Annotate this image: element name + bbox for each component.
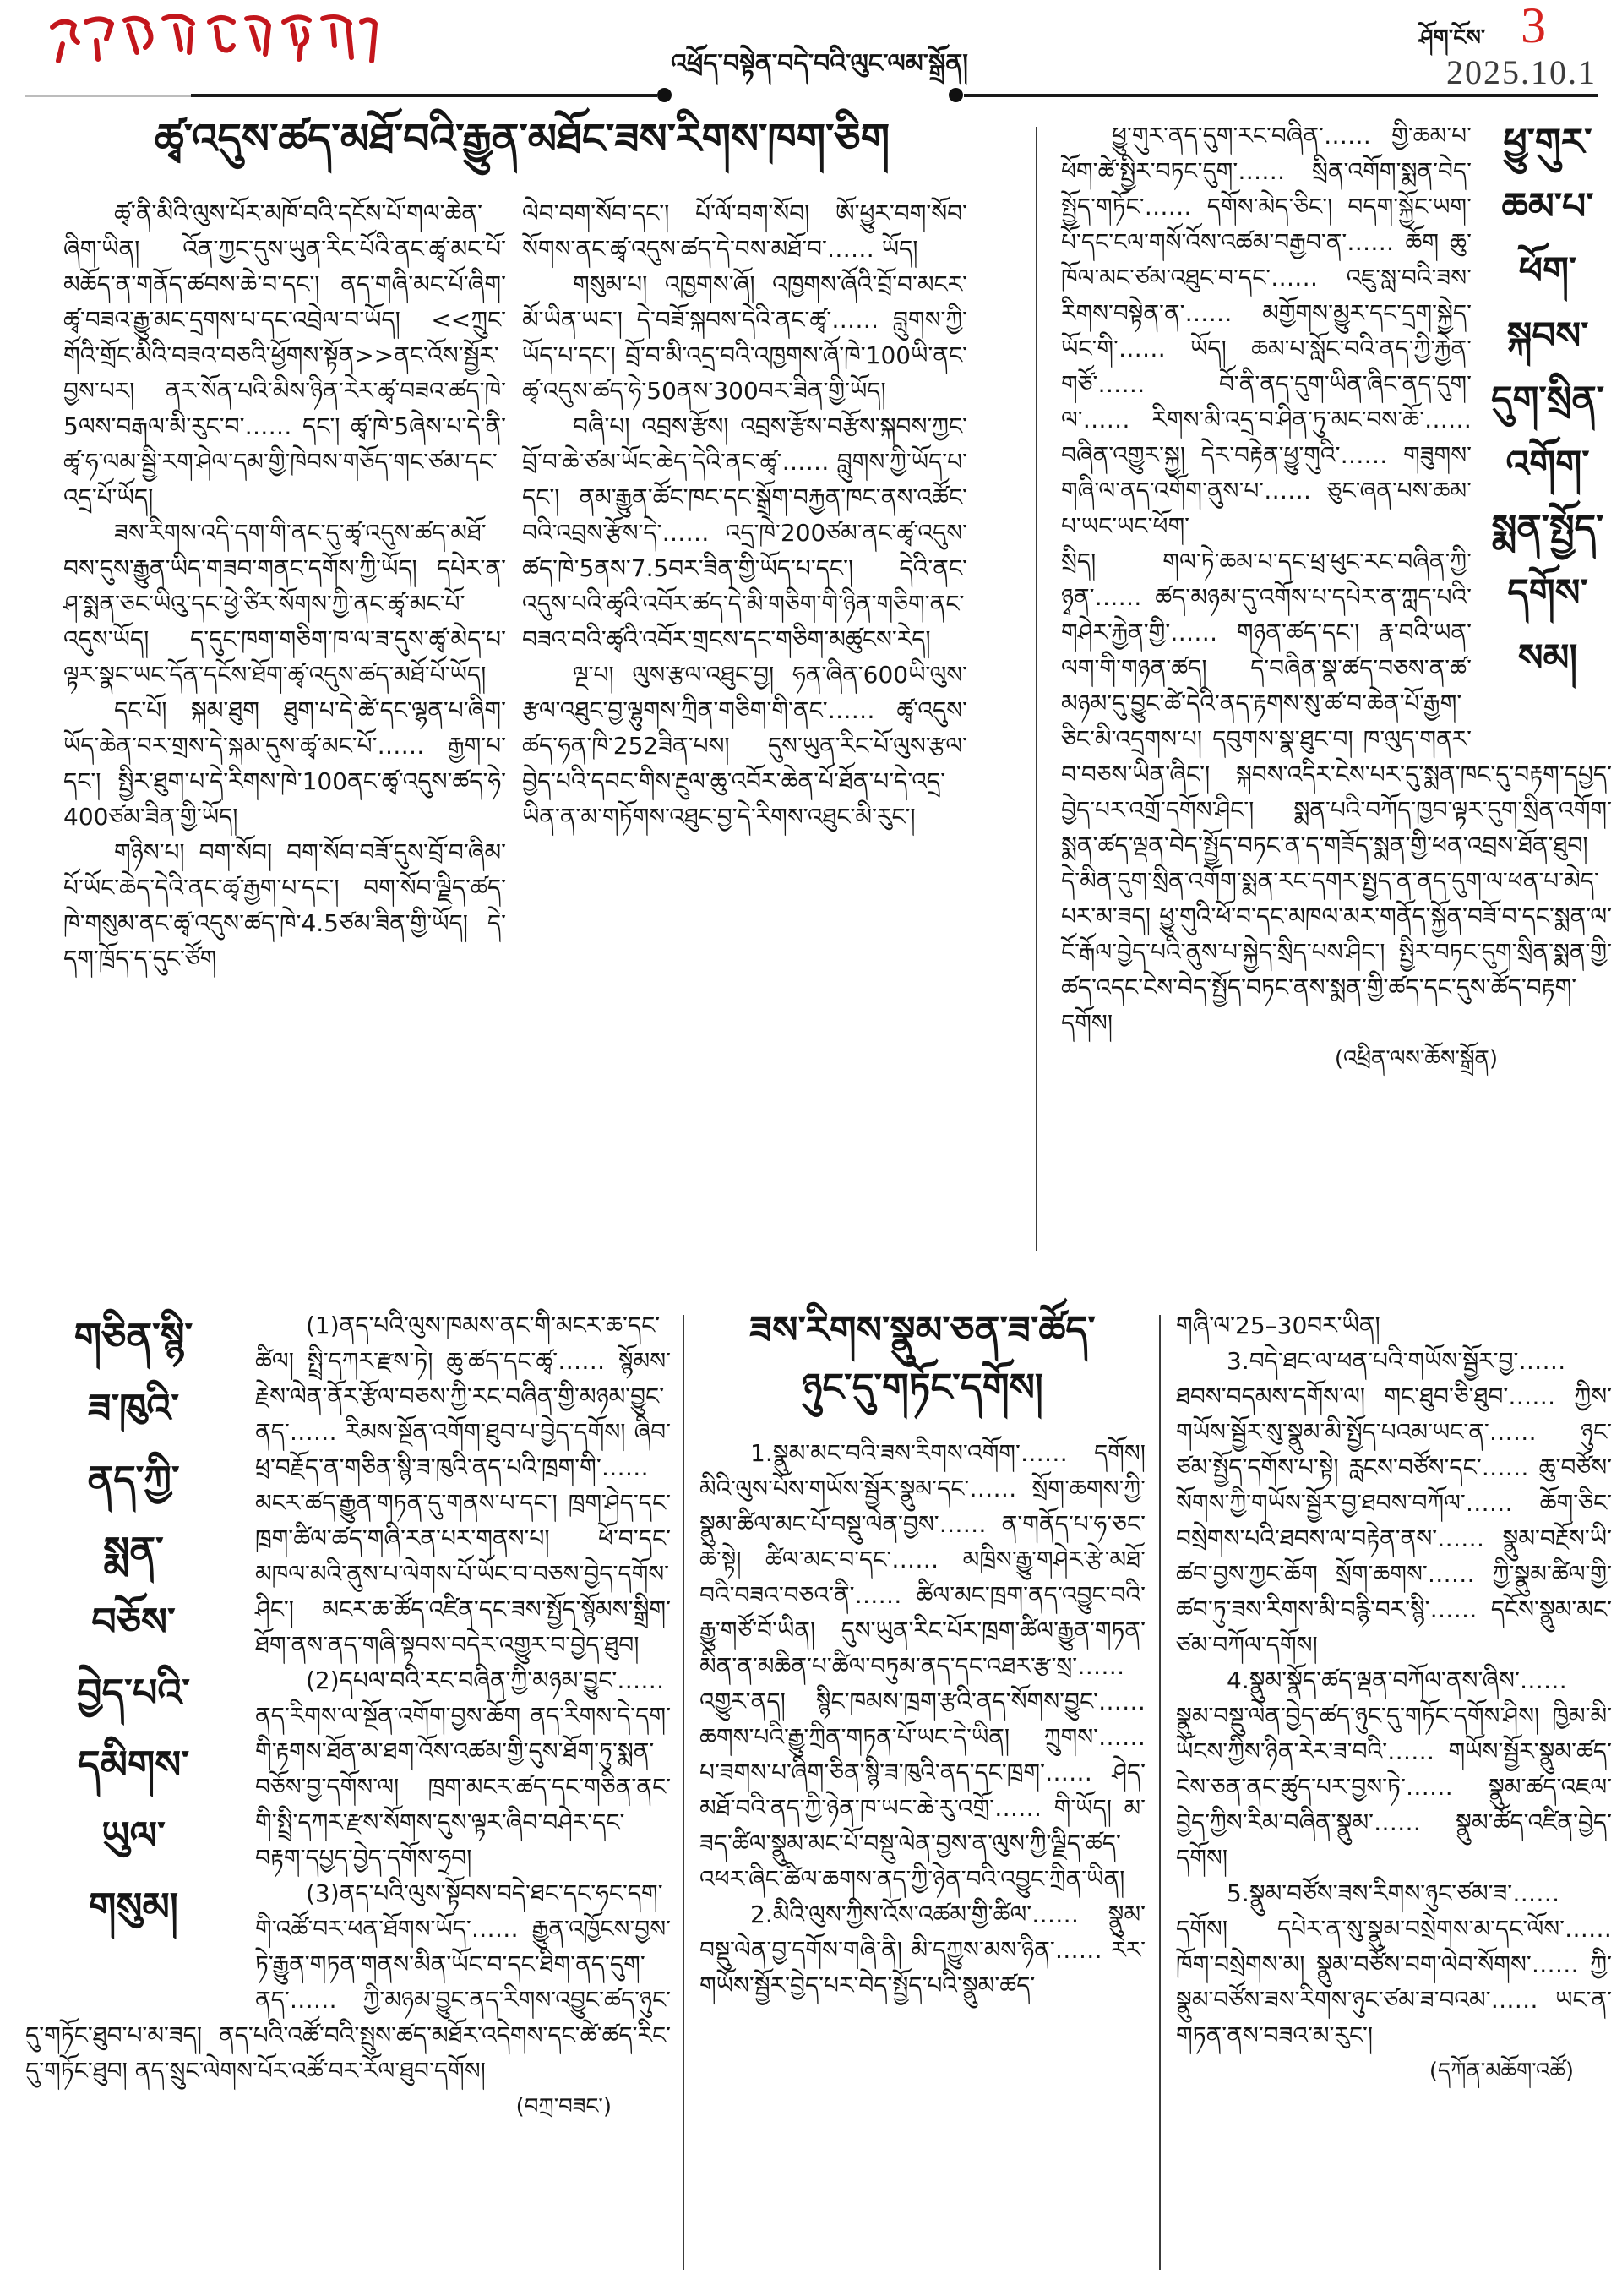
vertical-headline-line: ཟ་ཁུའི་ (87, 1385, 180, 1432)
paragraph: 3.བདེ་ཐང་ལ་ཕན་པའི་གཡོས་སྦྱོར་བྱ་…… ཐབས་བདམས་དགོས་ལ། གང་ཐུབ་ཅི་ཐུབ་…… ཀྱིས་གཡོས་སྦྱོར་སུ་སྣུམ་མི་སྤྱོད་པའམ་ཡང་ན་…… ཉུང་ཙམ་སྤྱོད་དགོས་པ་སྟེ། རླངས་བཙོས་དང་…… ཆུ་བཙོས་སོགས་ཀྱི་གཡོས་སྦྱོར་བྱ་ཐབས་བཀོལ་…… ཆོག་ཅིང་བསྲེགས་པའི་ཐབས་ལ་བརྟེན་ནས་…… སྣུམ་བརྔོས་ཡི་ཚབ་བྱས་ཀྱང་ཆོག སྲོག་ཆགས་…… ཀྱི་སྣུམ་ཚིལ་གྱི་ཚབ་ཏུ་ཟས་རིགས་མི་བརྙི་བར་སྙི་…… དངོས་སྣུམ་མང་ཙམ་བཀོལ་དགོས། (1176, 1347, 1612, 1659)
masthead-calligraphy-logo (44, 10, 380, 69)
paragraph: 5.སྣུམ་བཙོས་ཟས་རིགས་ཉུང་ཙམ་ཟ་…… དགོས། དཔེར་ན་སུ་སྣུམ་བསྲེགས་མ་དང་ལོས་…… ཁོག་བསྲེགས་མ། སྣུམ་བཙོས་བག་ལེབ་སོགས་…… ཀྱི་སྣུམ་བཙོས་ཟས་རིགས་ཉུང་ཙམ་ཟ་བའམ་…… ཡང་ན་གཏན་ནས་བཟའ་མ་རུང་། (1176, 1879, 1612, 2049)
paragraph: ལེབ་བག་སོབ་དང་། པོ་ལོ་བག་སོབ། ཨོ་ཕྱུར་བག་སོབ་སོགས་ནང་ཚྭ་འདུས་ཚད་དེ་བས་མཐོ་བ་…… ཡོད། (522, 199, 967, 263)
byline: (འཕྲིན་ལས་ཆོས་སྒྲོན) (1334, 1046, 1498, 1072)
paragraph: ཟས་རིགས་འདི་དག་གི་ནང་དུ་ཚྭ་འདུས་ཚད་མཐོ་བས་དུས་རྒྱུན་ཡིད་གཟབ་གནང་དགོས་ཀྱི་ཡོད། དཔེར་ན་ཤ་སྨན་ཅང་ཡིའུ་དང་ཕྱེ་ཙིར་སོགས་ཀྱི་ནང་ཚྭ་མང་པོ་འདུས་ཡོད། ད་དུང་ཁག་གཅིག་ཁ་ལ་ཟ་དུས་ཚྭ་མེད་པ་ལྟར་སྣང་ཡང་དོན་དངོས་ཐོག་ཚྭ་འདུས་ཚད་མཐོ་པོ་ཡོད། (63, 519, 506, 689)
bottom-right-article (1176, 1308, 1612, 2089)
paragraph: (3)ནད་པའི་ལུས་སྟོབས་བདེ་ཐང་དང་ཧང་དག་གི་འཚོ་བར་ཕན་ཐོགས་ཡོད་…… རྒྱུན་འཁྱོངས་བྱས་ཏེ་རྒྱུན་གཏན་གནས་མིན་ཡོང་བ་དང་ཐིག་ནད་དུག་ནད་…… ཀྱི་མཉམ་བྱུང་ནད་རིགས་འབྱུང་ཚད་ཉུང་དུ་གཏོང་ཐུབ་པ་མ་ཟད། ནད་པའི་འཚོ་བའི་སྤུས་ཚད་མཐོར་འདེགས་དང་ཚེ་ཚད་རིང་དུ་གཏོང་ཐུབ། ནད་སྲུང་ལེགས་པོར་འཚོ་བར་རོལ་ཐུབ་དགོས། (25, 1879, 671, 2085)
paragraph: སྲིད། གལ་ཏེ་ཆམ་པ་དང་ཕྲ་ཕུང་རང་བཞིན་ཀྱི་ཉྭན་…… ཚད་མཉམ་དུ་འགོས་པ་དཔེར་ན་ཀླད་པའི་གཤེར་རྐྱེན་གྱི་…… གཉན་ཚད་དང་། རྣ་བའི་ཡན་ལག་གི་གཉན་ཚད། དེ་བཞིན་སྣ་ཚད་བཅས་ན་ཚ་མཉམ་དུ་བྱུང་ཚེ་དེའི་ནད་རྟགས་སུ་ཚ་བ་ཆེན་པོ་རྒྱག་ཅིང་མི་འདྲགས་པ། དབུགས་སྣ་ཐུང་བ། ཁ་ལུད་གནར་བ་བཅས་ཡིན་ཞིང་། སྐབས་འདིར་ངེས་པར་དུ་སྨན་ཁང་དུ་བརྟག་དཔྱད་བྱེད་པར་འགྲོ་དགོས་ཤིང་། སྨན་པའི་བཀོད་ཁྱབ་ལྟར་དུག་སྲིན་འགོག་སྨན་ཚད་ལྡན་བེད་སྤྱོད་བཏང་ན་ད་གཟོད་སྨན་གྱི་ཕན་འབྲས་ཐོན་ཐུབ། དེ་མིན་དུག་སྲིན་འགོག་སྨན་རང་དགར་སྤྱད་ན་ནད་དུག་ལ་ཕན་པ་མེད་པར་མ་ཟད། ཕྱུ་གུའི་ཕོ་བ་དང་མཁལ་མར་གནོད་སྐྱོན་བཟོ་བ་དང་སྨན་ལ་ངོ་རྒོལ་བྱེད་པའི་ནུས་པ་སྐྱེད་སྲིད་པས་ཤིང་། སྤྱིར་བཏང་དུག་སྲིན་སྨན་གྱི་ཚད་འདང་ངེས་བེད་སྤྱོད་བཏང་ནས་སྨན་གྱི་ཚད་དང་དུས་ཚོད་བརྟག་དགོས། (1061, 548, 1612, 1037)
paragraph: (2)དཔལ་བའི་རང་བཞིན་ཀྱི་མཉམ་བྱུང་…… ནད་རིགས་ལ་སྔོན་འགོག་བྱས་ཆོག ནད་རིགས་དེ་དག་གི་རྟགས་ཐོན་མ་ཐག་འོས་འཚམ་གྱི་དུས་ཐོག་ཏུ་སྨན་བཅོས་བྱ་དགོས་ལ། ཁྲག་མངར་ཚད་དང་གཅིན་ནང་གི་སྤྲི་དཀར་རྫས་སོགས་དུས་ལྟར་ཞིབ་བཤེར་དང་བརྟག་དཔྱད་བྱེད་དགོས་ཧྲབ། (255, 1666, 671, 1872)
vertical-headline-line: ཆམ་པ་ (1501, 185, 1594, 229)
vertical-headline-line: སམ། (1517, 635, 1578, 679)
column-divider (683, 1315, 684, 2270)
issue-date: 2025.10.1 (1446, 53, 1597, 91)
vertical-headline-line: ཕྱུ་གུར་ (1503, 121, 1592, 164)
paragraph: ལྔ་པ། ལུས་རྩལ་འཐུང་བྱ། ཧན་ཞིན་600ཡི་ལུས་རྩལ་འཐུང་བྱ་ལྷུགས་ཀྲིན་གཅིག་གི་ནང་…… ཚྭ་འདུས་ཚད་ཧན་ཁི་252ཟིན་པས། དུས་ཡུན་རིང་པོ་ལུས་རྩལ་བྱེད་པའི་དབང་གིས་རྔུལ་ཆུ་འབོར་ཆེན་པོ་ཐོན་པ་དེ་འདྲ་ཡིན་ན་མ་གཏོགས་འཐུང་བྱ་དེ་རིགས་འཐུང་མི་རུང་། (522, 661, 967, 831)
header-rule-light-segment (25, 95, 191, 97)
page-number: 3 (1521, 0, 1546, 53)
header-rule-left (191, 94, 657, 97)
rule-dot-left (657, 88, 672, 102)
header-rule-right (964, 94, 1598, 97)
byline: (བཀྲ་བཟང་) (515, 2094, 612, 2119)
vertical-headline-line: དགོས་ (1507, 571, 1588, 615)
bottom-middle-headline (699, 1301, 1146, 1415)
paragraph: གཞི་ལ་25–30བར་ཡིན། (1176, 1312, 1380, 1339)
vertical-headline-line: དམིགས་ (77, 1741, 190, 1787)
vertical-headline-line: སྨན་ (103, 1527, 164, 1573)
main-headline: ཚྭ་འདུས་ཚད་མཐོ་བའི་རྒྱུན་མཐོང་ཟས་རིགས་ཁག་ཅིག (154, 115, 890, 163)
side-article-vertical-headline (1483, 118, 1612, 750)
column-divider (1036, 127, 1037, 1251)
bottom-left-vertical-headline (25, 1308, 242, 1994)
paragraph: 4.སྣུམ་སྣོད་ཚད་ལྡན་བཀོལ་ནས་ཞིས་…… སྣུམ་བསྡུ་ལེན་བྱེད་ཚད་ཉུང་དུ་གཏོང་དགོས་ཤིས། ཁྱིམ་མི་ཡོངས་ཀྱིས་ཉིན་རེར་ཟ་བའི་…… གཡོས་སྦྱོར་སྣུམ་ཚད་ངེས་ཅན་ནང་ཚུད་པར་བྱས་ཏེ་…… སྣུམ་ཚད་འཇལ་བྱེད་ཀྱིས་རིམ་བཞིན་སྣུམ་…… སྣུམ་ཚོད་འཛིན་བྱེད་དགོས། (1176, 1666, 1612, 1872)
article-column-1 (63, 196, 506, 977)
paragraph: 2.མིའི་ལུས་ཀྱིས་འོས་འཚམ་གྱི་ཚིལ་…… སྣུམ་བསྡུ་ལེན་བྱ་དགོས་གཞི་ནི། མི་དཀྱུས་མས་ཉིན་…… རེར་གཡོས་སྦྱོར་བྱེད་པར་བེད་སྤྱོད་པའི་སྣུམ་ཚད་ (699, 1901, 1146, 1999)
article-column-2 (522, 196, 967, 835)
vertical-headline-line: གཅིན་སྙི་ (73, 1314, 193, 1360)
headline-line: ཉུང་དུ་གཏོང་དགོས། (802, 1364, 1043, 1410)
paragraph: བཞི་པ། འབྲས་རྩོས། འབྲས་རྩོས་བརྩོས་སྐབས་ཀྱང་བྲོ་བ་ཆེ་ཙམ་ཡོང་ཆེད་དེའི་ནང་ཚྭ་…… བླུགས་ཀྱི་ཡོད་པ་དང་། ནམ་རྒྱུན་ཚོང་ཁང་དང་སྒྲོག་བརྐྱན་ཁང་ནས་འཚོང་བའི་འབྲས་རྩོས་དེ་…… འདྲ་ཁེ་200ཙམ་ནང་ཚྭ་འདུས་ཚད་ཁེ་5ནས་7.5བར་ཟིན་གྱི་ཡོད་པ་དང་། དེའི་ནང་འདུས་པའི་ཚྭའི་འབོར་ཚད་དེ་མི་གཅིག་གི་ཉིན་གཅིག་ནང་བཟའ་བའི་ཚྭའི་འབོར་གྲངས་དང་གཅིག་མཚུངས་རེད། (522, 412, 967, 653)
vertical-headline-line: སྨན་སྤྱོད་ (1491, 507, 1604, 551)
rule-dot-right (949, 88, 963, 102)
headline-line: ཟས་རིགས་སྣུམ་ཅན་ཟ་ཚོད་ (749, 1307, 1096, 1352)
vertical-headline-line: ནད་ཀྱི་ (87, 1456, 180, 1502)
paragraph: གསུམ་པ། འཁྱགས་ཞོ། འཁྱགས་ཞོའི་བྲོ་བ་མངར་མོ་ཡིན་ཡང་། དེ་བཟོ་སྐབས་དེའི་ནང་ཚྭ་…… བླུགས་ཀྱི་ཡོད་པ་དང་། བྲོ་བ་མི་འདྲ་བའི་འཁྱགས་ཞོ་ཁེ་100ཡི་ནང་ཚྭ་འདུས་ཚད་ཧེ་50ནས་300བར་ཟིན་གྱི་ཡོད། (522, 270, 967, 405)
bottom-left-article (25, 1308, 671, 2124)
paragraph: གཉིས་པ། བག་སོབ། བག་སོབ་བཟོ་དུས་བྲོ་བ་ཞིམ་པོ་ཡོང་ཆེད་དེའི་ནང་ཚྭ་རྒྱག་པ་དང་། བག་སོབ་ལྗིད་ཚད་ཁེ་གསུམ་ནང་ཚྭ་འདུས་ཚད་ཁེ་4.5ཙམ་ཟིན་གྱི་ཡོད། དེ་དག་ཁྲོད་ད་དུང་ཙོག (63, 838, 506, 973)
page-number-label: ཤོག་ངོས་ (1419, 25, 1486, 51)
paragraph: ཕྱུ་གུར་ནད་དུག་རང་བཞིན་…… གྱི་ཆམ་པ་ཕོག་ཚེ་སྤྱིར་བཏང་དུག་…… སྲིན་འགོག་སྨན་བེད་སྤྱོད་གཏོང་…… དགོས་མེད་ཅིང་། བདག་སྐྱོང་ཡག་པོ་དང་ངལ་གསོ་འོས་འཚམ་བརྒྱབ་ན་…… ཆོག ཆུ་ཁོལ་མང་ཙམ་འཐུང་བ་དང་…… འཇུ་སླ་བའི་ཟས་རིགས་བསྟེན་ན་…… མགྱོགས་མྱུར་དང་དྲག་སྐྱེད་ཡོང་གི་…… ཡོད། ཆམ་པ་སློང་བའི་ནད་ཀྱི་རྐྱེན་གཙོ་…… བོ་ནི་ནད་དུག་ཡིན་ཞིང་ནད་དུག་ལ་…… རིགས་མི་འདྲ་བ་ཤིན་ཏུ་མང་བས་ཆོ་…… བཞིན་འགྱུར་སྐྱ། དེར་བརྟེན་ཕྱུ་གུའི་…… གཟུགས་གཞི་ལ་ནད་འགོག་ནུས་པ་…… ཅུང་ཞན་པས་ཆམ་པ་ཡང་ཡང་ཕོག་ (1061, 122, 1472, 540)
vertical-headline-line: གསུམ། (89, 1884, 178, 1930)
vertical-headline-line: འགོག་ (1505, 442, 1590, 486)
column-divider (1159, 1315, 1161, 2270)
paragraph: (1)ནད་པའི་ལུས་ཁམས་ནང་གི་མངར་ཆ་དང་ཚིལ། སྤྲི་དཀར་རྫས་ཏེ། ཆུ་ཚད་དང་ཚྭ་…… སྙོམས་རྗེས་ལེན་ནོར་རྩོལ་བཅས་ཀྱི་རང་བཞིན་གྱི་མཉམ་བྱུང་ནད་…… རིམས་སྔོན་འགོག་ཐུབ་པ་བྱེད་དགོས། ཞིབ་ཕྲ་བརྗོད་ན་གཅིན་སྙི་ཟ་ཁུའི་ནད་པའི་ཁྲག་གི་…… མངར་ཚད་རྒྱུན་གཏན་དུ་གནས་པ་དང་། ཁྲག་ཤེད་དང་ཁྲག་ཚིལ་ཚད་གཞི་རན་པར་གནས་པ། ཕོ་བ་དང་མཁལ་མའི་ནུས་པ་ལེགས་པོ་ཡོང་བ་བཅས་བྱེད་དགོས་ཤིང་། མངར་ཆ་ཚོད་འཛིན་དང་ཟས་སྤྱོད་སྙོམས་སྒྲིག་ཐོག་ནས་ནད་གཞི་སྟབས་བདེར་འགྱུར་བ་བྱེད་ཐུབ། (255, 1312, 671, 1659)
bottom-middle-article (699, 1301, 1146, 2004)
vertical-headline-line: བཅོས་ (91, 1599, 176, 1645)
vertical-headline-line: ཕོག་ (1518, 249, 1577, 293)
side-article-column (1061, 118, 1612, 1077)
section-title: འཕྲོད་བསྟེན་བདེ་བའི་ལུང་ལམ་སྒྲོན། (671, 49, 968, 79)
paragraph: 1.སྣུམ་མང་བའི་ཟས་རིགས་འགོག་…… དགོས། མིའི་ལུས་པོས་གཡོས་སྦྱོར་སྣུམ་དང་…… སྲོག་ཆགས་ཀྱི་སྣུམ་ཚིལ་མང་པོ་བསྡུ་ལེན་བྱས་…… ན་གནོད་པ་ཧ་ཅང་ཆེ་སྟེ། ཚིལ་མང་བ་དང་…… མཁྲིས་རྒྱུ་གཤེར་རྩེ་མཐོ་བའི་བཟའ་བཅའ་ནི་…… ཚིལ་མང་ཁྲག་ནད་འབྱུང་བའི་རྒྱུ་གཙོ་བོ་ཡིན། དུས་ཡུན་རིང་པོར་ཁྲག་ཚིལ་རྒྱུན་གཏན་མིན་ན་མཆིན་པ་ཚིལ་བཏུམ་ནད་དང་འཐར་རྩ་སྲ་…… འགྱུར་ནད། སྙིང་ཁམས་ཁྲག་རྩའི་ནད་སོགས་བྱུང་…… ཆགས་པའི་རྒྱུ་ཀྲིན་གཏན་པོ་ཡང་དེ་ཡིན། ཀྲུགས་…… པ་ཟགས་པ་ཞིག་ཅིན་སྙི་ཟ་ཁུའི་ནད་དང་ཁྲག་…… ཤེད་མཐོ་བའི་ནད་ཀྱི་ཉེན་ཁ་ཡང་ཆེ་རུ་འགྲོ་…… གི་ཡོད། མ་ཟད་ཚིལ་སྣུམ་མང་པོ་བསྡུ་ལེན་བྱས་ན་ལུས་ཀྱི་ལྗིད་ཚད་འཕར་ཞིང་ཚིལ་ཆགས་ནད་ཀྱི་ཉེན་བའི་འབྱུང་ཀྲིན་ཡིན། (699, 1439, 1146, 1893)
vertical-headline-line: ཡུལ་ (101, 1813, 166, 1859)
vertical-headline-line: བྱེད་པའི་ (77, 1670, 190, 1716)
paragraph: ཚྭ་ནི་མིའི་ལུས་པོར་མཁོ་བའི་དངོས་པོ་གལ་ཆེན་ཞིག་ཡིན། འོན་ཀྱང་དུས་ཡུན་རིང་པོའི་ནང་ཚྭ་མང་པོ་མཆོད་ན་གནོད་ཚབས་ཆེ་བ་དང་། ནད་གཞི་མང་པོ་ཞིག་ཚྭ་བཟའ་རྒྱུ་མང་དྲགས་པ་དང་འབྲེལ་བ་ཡོད། <<ཀྲུང་གོའི་གྲོང་མིའི་བཟའ་བཅའི་ཕྱོགས་སྟོན>>ནང་འོས་སྦྱོར་བྱས་པར། ནར་སོན་པའི་མིས་ཉིན་རེར་ཚྭ་བཟའ་ཚད་ཁེ་5ལས་བརྒལ་མི་རུང་བ་…… དང་། ཚྭ་ཁེ་5ཞེས་པ་དེ་ནི་ཚྭ་ཧ་ལམ་སྦྱི་རག་ཤེལ་དམ་གྱི་ཁེབས་གཅོད་གང་ཙམ་དང་འདྲ་པོ་ཡོད། (63, 199, 506, 511)
vertical-headline-line: སྐབས་ (1506, 314, 1589, 357)
byline: (དཀོན་མཆོག་འཚོ) (1429, 2059, 1574, 2084)
paragraph: དང་པོ། སྐམ་ཐུག ཐུག་པ་དེ་ཚེ་དང་ལྷན་པ་ཞིག་ཡོད་ཆེན་བར་གྲས་དེ་སྐམ་དུས་ཚྭ་མང་པོ་…… རྒྱག་པ་དང་། སྤྱིར་ཐུག་པ་དེ་རིགས་ཁེ་100ནང་ཚྭ་འདུས་ཚད་ཧེ་400ཙམ་ཟིན་གྱི་ཡོད། (63, 696, 506, 831)
vertical-headline-line: དུག་སྲིན་ (1491, 378, 1604, 422)
